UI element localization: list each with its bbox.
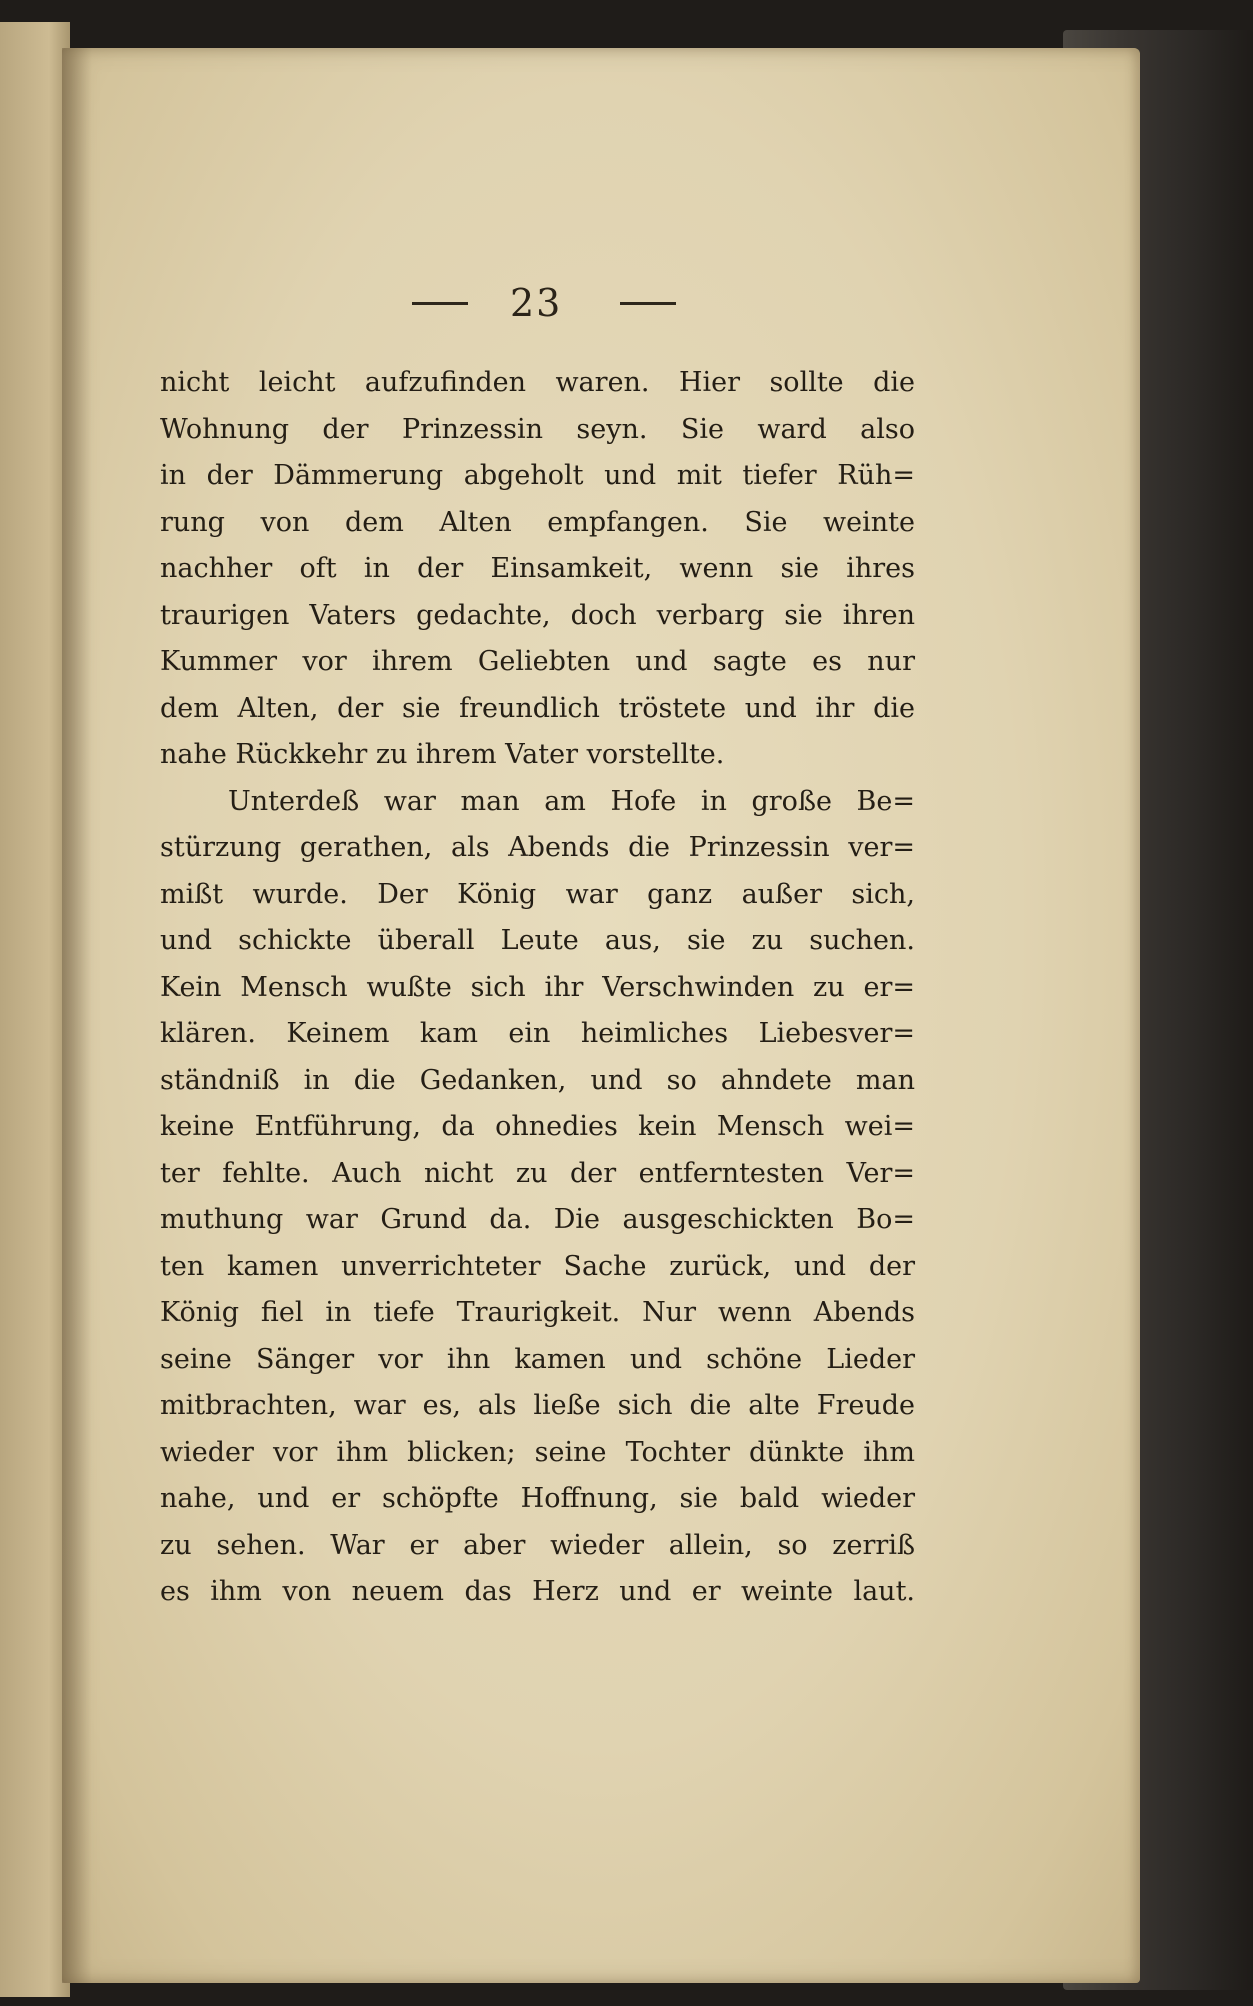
text-line: Kein Mensch wußte sich ihr Verschwinden zu er= [160, 971, 915, 1003]
text-line: ständniß in die Gedanken, und so ahndete man [160, 1064, 915, 1096]
header-dash-left [412, 302, 468, 305]
text-line: König fiel in tiefe Traurigkeit. Nur wenn Abends [160, 1297, 915, 1328]
header-dash-right [620, 302, 676, 305]
page-number: 23 [510, 281, 563, 325]
text-line: stürzung gerathen, als Abends die Prinzessin ver= [160, 832, 915, 863]
page-header [400, 278, 700, 328]
text-line: wieder vor ihm blicken; seine Tochter dünkte ihm [160, 1436, 915, 1468]
text-line: keine Entführung, da ohnedies kein Mensch wei= [160, 1111, 915, 1142]
text-line: ter fehlte. Auch nicht zu der entferntesten Ver= [160, 1157, 915, 1189]
text-line: nicht leicht aufzufinden waren. Hier sollte die [160, 367, 915, 398]
text-line: rung von dem Alten empfangen. Sie weinte [160, 506, 915, 538]
text-line: Kummer vor ihrem Geliebten und sagte es nur [160, 646, 915, 677]
text-line: mitbrachten, war es, als ließe sich die alte Freude [160, 1390, 915, 1421]
text-line: es ihm von neuem das Herz und er weinte laut. [160, 1576, 915, 1607]
body-text [160, 360, 915, 1616]
text-line: muthung war Grund da. Die ausgeschickten Bo= [160, 1204, 915, 1235]
text-line: nahe Rückkehr zu ihrem Vater vorstellte. [160, 739, 725, 770]
text-line: seine Sänger vor ihn kamen und schöne Lieder [160, 1343, 915, 1375]
text-line: zu sehen. War er aber wieder allein, so zerriß [160, 1529, 915, 1561]
text-line: in der Dämmerung abgeholt und mit tiefer Rüh= [160, 460, 915, 491]
text-line: ten kamen unverrichteter Sache zurück, und der [160, 1250, 915, 1282]
text-line: Wohnung der Prinzessin seyn. Sie ward also [160, 413, 915, 445]
text-line: nahe, und er schöpfte Hoffnung, sie bald wieder [160, 1483, 915, 1514]
text-line: Unterdeß war man am Hofe in große Be= [228, 785, 915, 817]
text-line: traurigen Vaters gedachte, doch verbarg sie ihren [160, 599, 915, 631]
text-line: dem Alten, der sie freundlich tröstete und ihr die [160, 692, 915, 724]
text-line: klären. Keinem kam ein heimliches Liebesver= [160, 1018, 915, 1049]
text-line: nachher oft in der Einsamkeit, wenn sie ihres [160, 553, 915, 584]
text-line: mißt wurde. Der König war ganz außer sich, [160, 878, 915, 910]
gutter-shadow [62, 48, 92, 1983]
text-line: und schickte überall Leute aus, sie zu suchen. [160, 925, 915, 956]
facing-page-edge [0, 22, 70, 1997]
